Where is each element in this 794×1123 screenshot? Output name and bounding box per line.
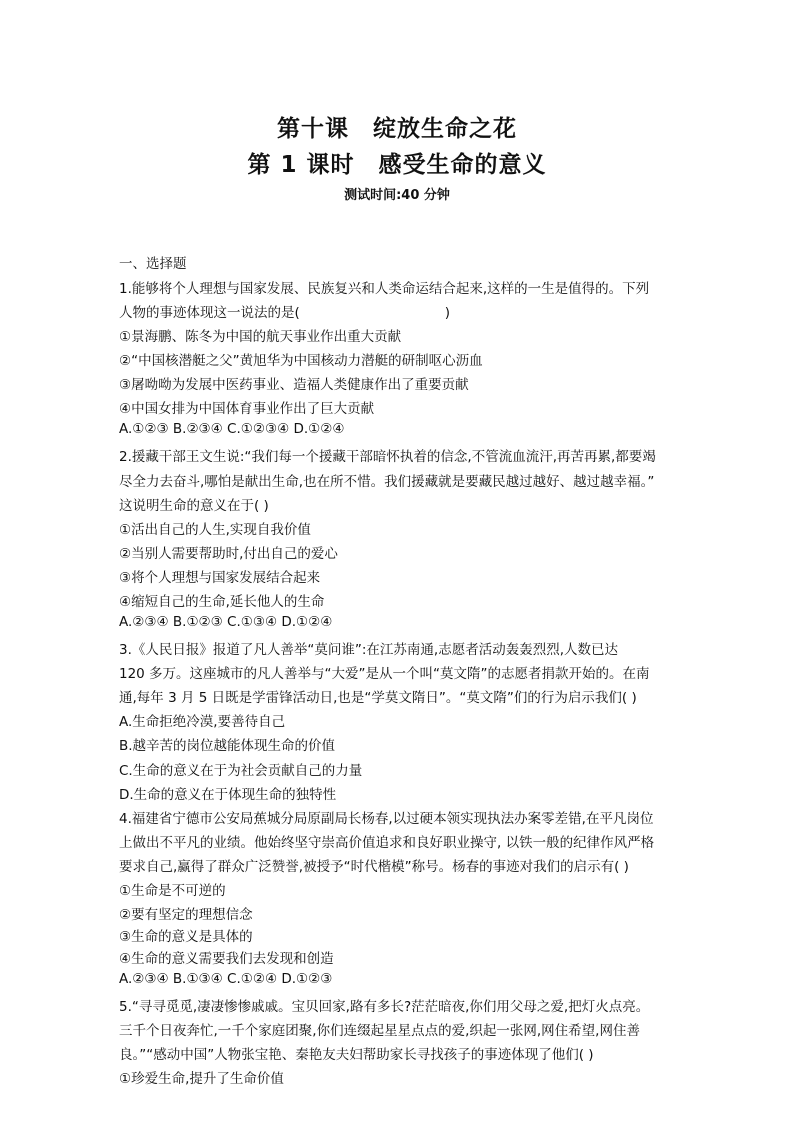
q1-stem-line1: 1.能够将个人理想与国家发展、民族复兴和人类命运结合起来,这样的一生是值得的。下列 xyxy=(119,281,650,297)
q2-answers: A.②③④ B.①②③ C.①③④ D.①②④ xyxy=(119,614,333,630)
q3-stem-line2: 120 多万。这座城市的凡人善举与“大爱”是从一个叫“莫文隋”的志愿者捐款开始的。在南 xyxy=(119,666,650,682)
q1-option: ②“中国核潜艇之父”黄旭华为中国核动力潜艇的研制呕心沥血 xyxy=(119,353,483,369)
q1-option: ④中国女排为中国体育事业作出了巨大贡献 xyxy=(119,401,375,417)
q4-answers: A.②③④ B.①③④ C.①②④ D.①②③ xyxy=(119,971,333,987)
q4-option: ④生命的意义需要我们去发现和创造 xyxy=(119,951,334,967)
q4-option: ①生命是不可逆的 xyxy=(119,883,226,899)
q2-option: ②当别人需要帮助时,付出自己的爱心 xyxy=(119,546,338,562)
q4-option: ③生命的意义是具体的 xyxy=(119,929,253,945)
q1-option: ③屠呦呦为发展中医药事业、造福人类健康作出了重要贡献 xyxy=(119,377,469,393)
q3-option: C.生命的意义在于为社会贡献自己的力量 xyxy=(119,763,363,779)
q1-stem-close: ) xyxy=(444,305,451,321)
q1-stem-line2 xyxy=(119,301,450,321)
lesson-subtitle: 第 1 课时 感受生命的意义 xyxy=(247,152,547,178)
q5-stem-line3: 良。”“感动中国”人物张宝艳、秦艳友夫妇帮助家长寻找孩子的事迹体现了他们( ) xyxy=(119,1047,594,1063)
q3-option: D.生命的意义在于体现生命的独特性 xyxy=(119,787,337,803)
q3-stem-line3: 通,每年 3 月 5 日既是学雷锋活动日,也是“学莫文隋日”。“莫文隋”们的行为启示我们( ) xyxy=(119,690,637,706)
q3-stem-line1: 3.《人民日报》报道了凡人善举“莫问谁”:在江苏南通,志愿者活动轰轰烈烈,人数已达 xyxy=(119,642,618,658)
q4-stem-line3: 要求自己,赢得了群众广泛赞誉,被授予“时代楷模”称号。杨春的事迹对我们的启示有( ) xyxy=(119,859,629,875)
q2-option: ①活出自己的人生,实现自我价值 xyxy=(119,522,311,538)
q1-stem-text: 人物的事迹体现这一说法的是( xyxy=(119,305,300,321)
q1-answers: A.①②③ B.②③④ C.①②③④ D.①②④ xyxy=(119,421,345,437)
q3-option: B.越辛苦的岗位越能体现生命的价值 xyxy=(119,738,336,754)
q2-option: ④缩短自己的生命,延长他人的生命 xyxy=(119,594,325,610)
q2-option: ③将个人理想与国家发展结合起来 xyxy=(119,570,321,586)
section-label: 一、选择题 xyxy=(119,256,187,272)
q4-stem-line2: 上做出不平凡的业绩。他始终坚守崇高价值追求和良好职业操守, 以铁一般的纪律作风严格 xyxy=(119,835,655,851)
q4-option: ②要有坚定的理想信念 xyxy=(119,907,253,923)
lesson-title: 第十课 绽放生命之花 xyxy=(277,116,517,142)
q1-option: ①景海鹏、陈冬为中国的航天事业作出重大贡献 xyxy=(119,329,402,345)
q4-stem-line1: 4.福建省宁德市公安局蕉城分局原副局长杨春,以过硬本领实现执法办案零差错,在平凡岗位 xyxy=(119,811,654,827)
q5-stem-line1: 5.“寻寻觅觅,凄凄惨惨戚戚。宝贝回家,路有多长?茫茫暗夜,你们用父母之爱,把灯火点亮。 xyxy=(119,999,650,1015)
q5-option: ①珍爱生命,提升了生命价值 xyxy=(119,1071,284,1087)
q2-stem-line2: 尽全力去奋斗,哪怕是献出生命,也在所不惜。我们援藏就是要藏民越过越好、越过越幸福。” xyxy=(119,474,655,490)
q2-stem-line3: 这说明生命的意义在于( ) xyxy=(119,498,269,514)
test-time: 测试时间:40 分钟 xyxy=(344,188,450,203)
q5-stem-line2: 三千个日夜奔忙,一千个家庭团聚,你们连缀起星星点点的爱,织起一张网,网住希望,网住善 xyxy=(119,1023,640,1039)
q3-option: A.生命拒绝冷漠,要善待自己 xyxy=(119,714,286,730)
q2-stem-line1: 2.援藏干部王文生说:“我们每一个援藏干部暗怀执着的信念,不管流血流汗,再苦再累,都要竭 xyxy=(119,449,656,465)
